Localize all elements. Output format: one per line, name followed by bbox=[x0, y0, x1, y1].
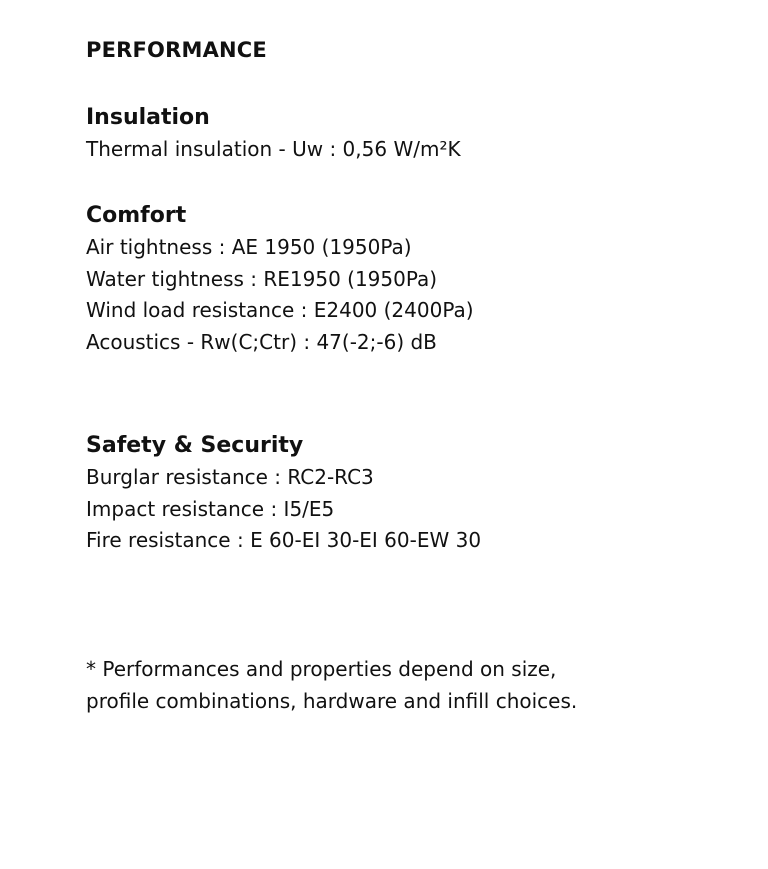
insulation-section bbox=[86, 102, 461, 166]
safety-security-section bbox=[86, 430, 481, 557]
water-tightness-line: Water tightness : RE1950 (1950Pa) bbox=[86, 266, 438, 291]
burglar-resistance-line: Burglar resistance : RC2-RC3 bbox=[86, 465, 374, 489]
fire-resistance-line: Fire resistance : E 60-EI 30-EI 60-EW 30 bbox=[86, 528, 482, 553]
footnote bbox=[86, 653, 577, 717]
acoustics-line: Acoustics - Rw(C;Ctr) : 47(-2;-6) dB bbox=[86, 330, 437, 355]
wind-load-resistance-line: Wind load resistance : E2400 (2400Pa) bbox=[86, 298, 474, 323]
footnote-line-2: profile combinations, hardware and infill choices. bbox=[86, 689, 578, 713]
insulation-heading: Insulation bbox=[86, 105, 210, 130]
footnote-line-1: * Performances and properties depend on size, bbox=[86, 657, 557, 681]
safety-security-heading: Safety & Security bbox=[86, 433, 304, 458]
comfort-section bbox=[86, 200, 474, 359]
impact-resistance-line: Impact resistance : I5/E5 bbox=[86, 496, 335, 521]
air-tightness-line: Air tightness : AE 1950 (1950Pa) bbox=[86, 235, 412, 259]
page-title: PERFORMANCE bbox=[86, 38, 267, 62]
thermal-insulation-line: Thermal insulation - Uw : 0,56 W/m²K bbox=[86, 137, 461, 161]
comfort-heading: Comfort bbox=[86, 203, 187, 228]
